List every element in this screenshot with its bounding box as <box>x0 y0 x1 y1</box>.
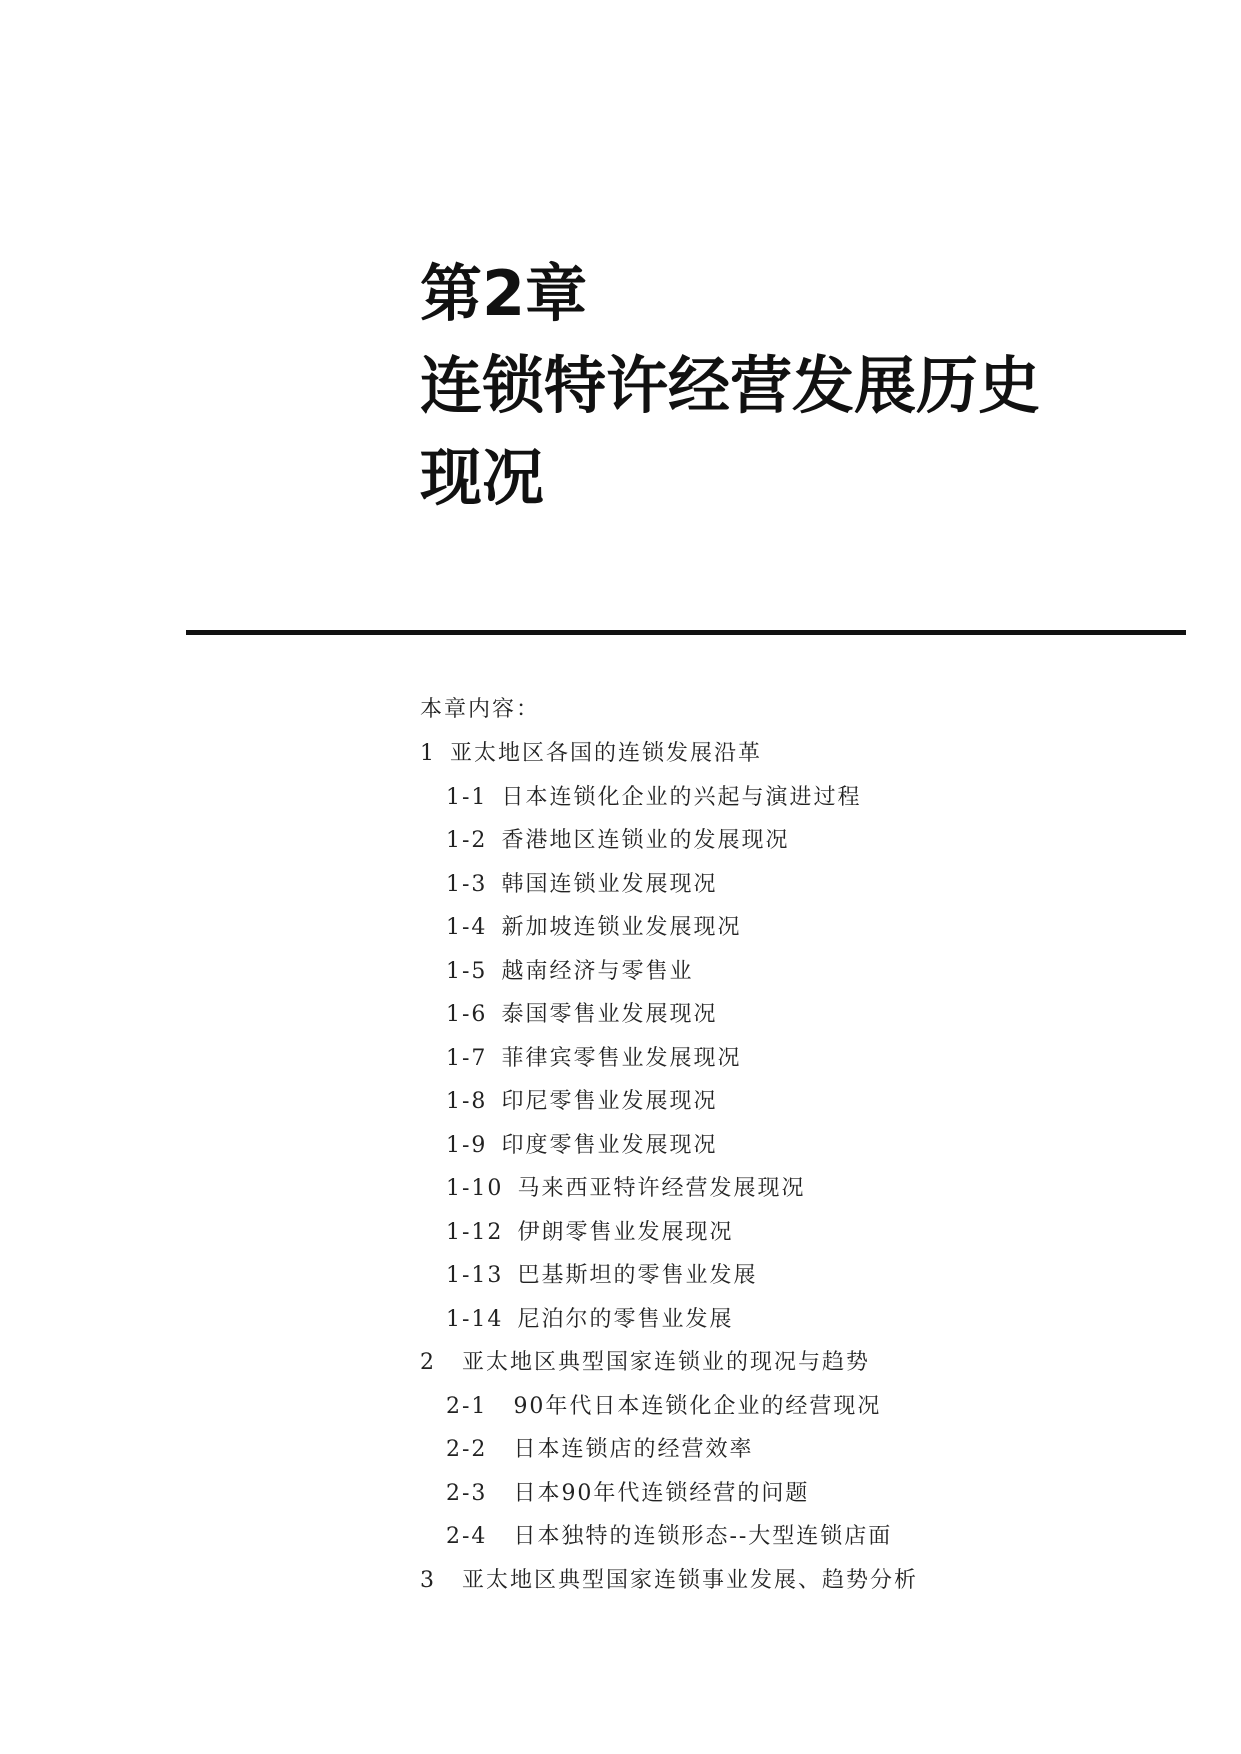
toc-item <box>420 863 918 907</box>
toc-item-number: 1-12 <box>446 1219 504 1245</box>
toc-item <box>420 1385 918 1429</box>
toc-item <box>420 993 918 1037</box>
toc-item-text: 亚太地区典型国家连锁事业发展、趋势分析 <box>462 1567 919 1593</box>
toc-item-text: 韩国连锁业发展现况 <box>501 871 718 897</box>
toc-item-text: 90年代日本连锁化企业的经营现况 <box>513 1393 882 1419</box>
toc-item-number: 1-13 <box>446 1263 504 1288</box>
toc-item-text: 新加坡连锁业发展现况 <box>501 915 742 940</box>
toc-item-text: 亚太地区各国的连锁发展沿革 <box>450 741 763 766</box>
toc-item-number: 1-6 <box>446 1002 488 1027</box>
toc-item-text: 印尼零售业发展现况 <box>501 1089 718 1114</box>
toc-item-number: 3 <box>420 1567 436 1593</box>
toc-item <box>420 1559 918 1603</box>
chapter-number: 第2章 <box>420 257 588 330</box>
toc-item <box>420 906 918 950</box>
toc-item-number: 2 <box>420 1350 436 1375</box>
toc-item-number: 2-3 <box>446 1480 488 1506</box>
toc-item <box>420 1167 918 1211</box>
toc-item <box>420 1472 918 1516</box>
toc-item-number: 2-1 <box>446 1393 488 1419</box>
toc-item-text: 日本90年代连锁经营的问题 <box>513 1480 810 1506</box>
toc-item <box>420 776 918 820</box>
section-divider <box>186 630 1186 635</box>
toc-item-text: 菲律宾零售业发展现况 <box>501 1045 742 1071</box>
contents-list <box>420 732 918 1602</box>
chapter-heading <box>420 248 1040 524</box>
toc-item-number: 1-1 <box>446 784 488 810</box>
toc-item <box>420 732 918 776</box>
toc-item-number: 1-2 <box>446 828 488 853</box>
toc-item-text: 香港地区连锁业的发展现况 <box>501 828 790 853</box>
toc-item <box>420 1341 918 1385</box>
toc-item-text: 伊朗零售业发展现况 <box>517 1219 734 1245</box>
toc-item-number: 1-7 <box>446 1045 488 1071</box>
toc-item <box>420 950 918 994</box>
toc-item-number: 2-4 <box>446 1524 488 1549</box>
toc-item-text: 日本连锁店的经营效率 <box>513 1437 754 1462</box>
toc-item-text: 巴基斯坦的零售业发展 <box>517 1263 758 1288</box>
toc-item-text: 日本独特的连锁形态--大型连锁店面 <box>513 1524 893 1549</box>
toc-item-text: 越南经济与零售业 <box>501 958 694 984</box>
toc-item-text: 尼泊尔的零售业发展 <box>517 1306 734 1332</box>
chapter-title-line-1: 连锁特许经营发展历史 <box>420 349 1041 422</box>
toc-item-number: 1-14 <box>446 1306 504 1332</box>
toc-item <box>420 1037 918 1081</box>
toc-item <box>420 1124 918 1168</box>
toc-item <box>420 1428 918 1472</box>
toc-item <box>420 1211 918 1255</box>
toc-item <box>420 1254 918 1298</box>
toc-item-text: 泰国零售业发展现况 <box>501 1002 718 1027</box>
toc-item-number: 1 <box>420 741 436 766</box>
toc-item-text: 马来西亚特许经营发展现况 <box>517 1176 806 1201</box>
toc-item-number: 1-3 <box>446 871 488 897</box>
toc-item-number: 1-10 <box>446 1176 504 1201</box>
toc-item-number: 1-9 <box>446 1132 488 1158</box>
toc-item-text: 印度零售业发展现况 <box>501 1132 718 1158</box>
toc-item-text: 日本连锁化企业的兴起与演进过程 <box>501 784 862 810</box>
chapter-title-line-2: 现况 <box>420 441 545 514</box>
toc-item-text: 亚太地区典型国家连锁业的现况与趋势 <box>462 1350 871 1375</box>
chapter-contents <box>420 688 918 1602</box>
toc-item-number: 1-4 <box>446 915 488 940</box>
toc-item <box>420 1080 918 1124</box>
contents-label: 本章内容： <box>420 697 541 722</box>
toc-item-number: 1-5 <box>446 958 488 984</box>
toc-item <box>420 819 918 863</box>
toc-item-number: 1-8 <box>446 1089 488 1114</box>
toc-item <box>420 1515 918 1559</box>
toc-item <box>420 1298 918 1342</box>
toc-item-number: 2-2 <box>446 1437 488 1462</box>
